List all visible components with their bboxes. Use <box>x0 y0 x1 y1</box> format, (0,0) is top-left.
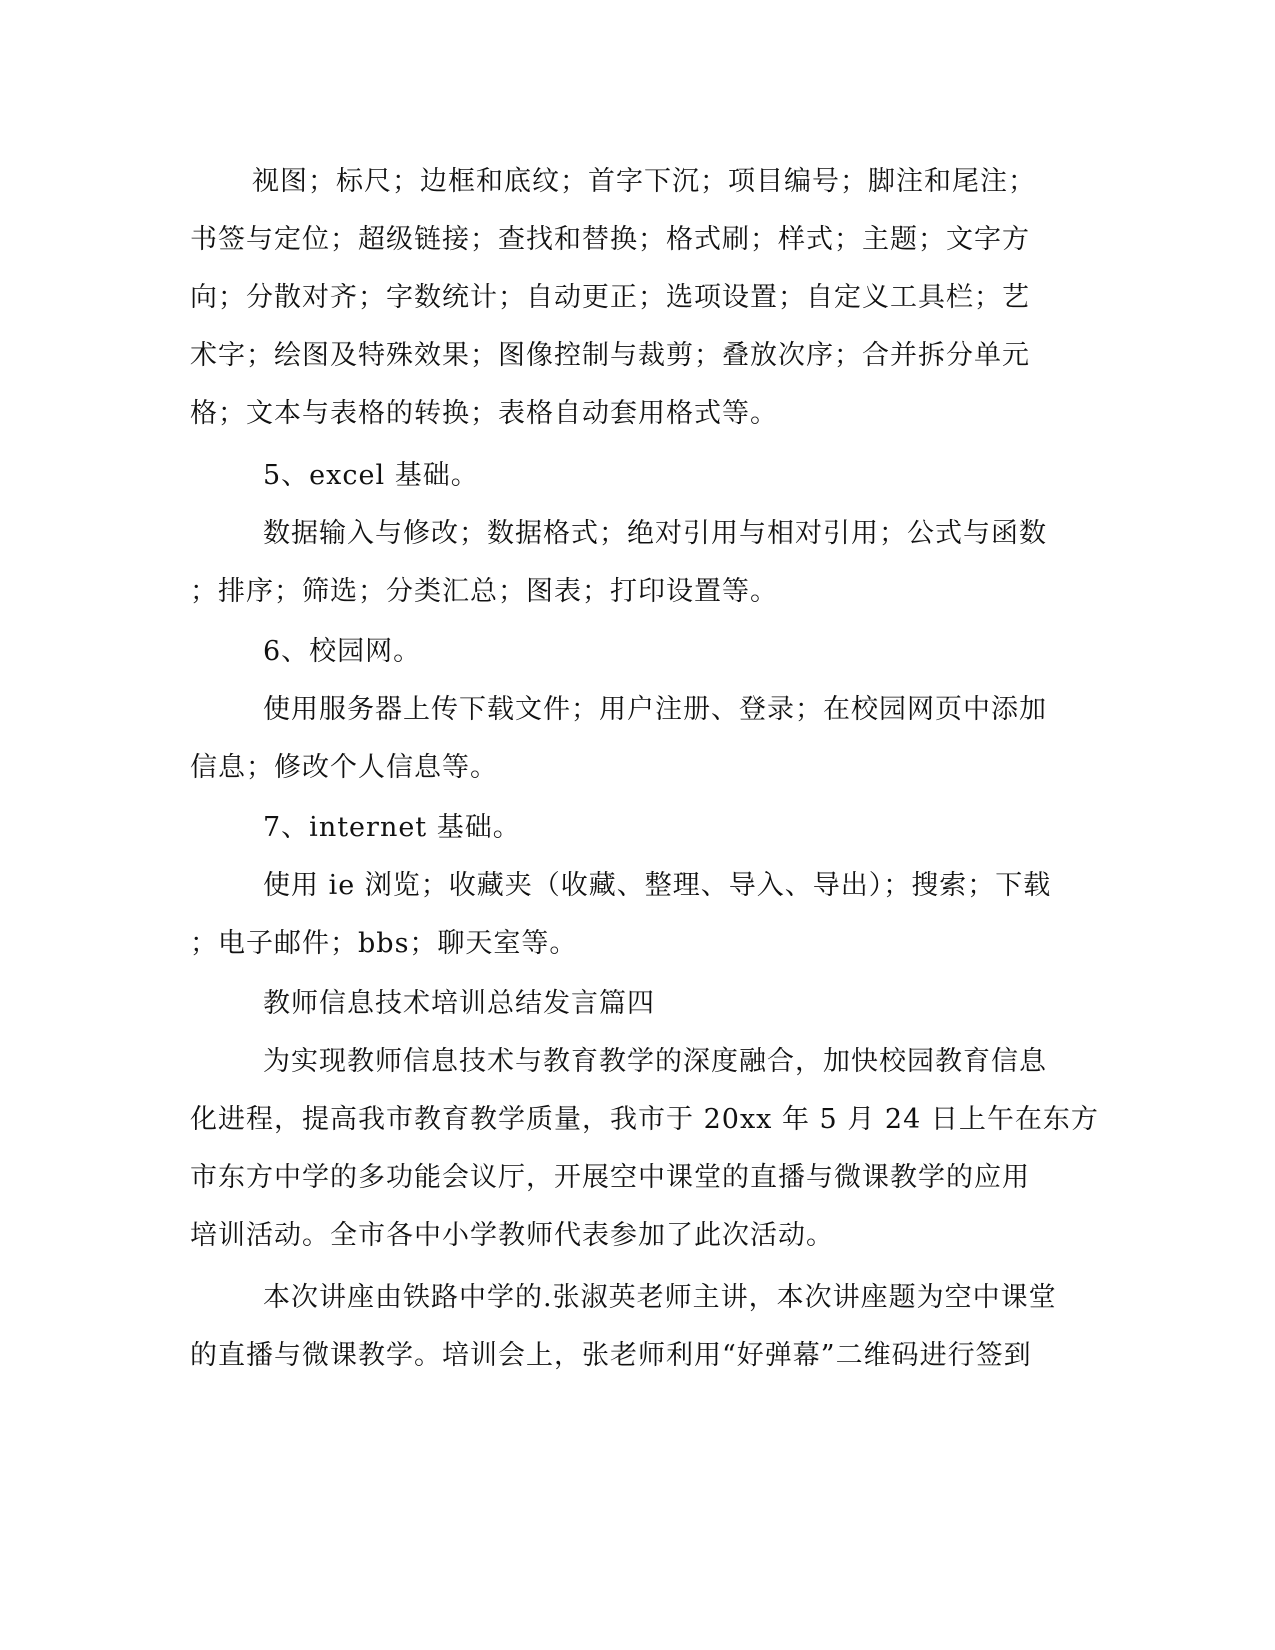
text-line: 的直播与微课教学。培训会上，张老师利用“好弹幕”二维码进行签到 <box>190 1340 1032 1371</box>
text-line: 视图；标尺；边框和底纹；首字下沉；项目编号；脚注和尾注； <box>252 166 1036 197</box>
text-line: 培训活动。全市各中小学教师代表参加了此次活动。 <box>190 1220 834 1251</box>
text-line: 信息；修改个人信息等。 <box>190 752 498 783</box>
text-line: 数据输入与修改；数据格式；绝对引用与相对引用；公式与函数 <box>263 518 1047 549</box>
text-line: 本次讲座由铁路中学的.张淑英老师主讲，本次讲座题为空中课堂 <box>263 1282 1057 1313</box>
text-line: 化进程，提高我市教育教学质量，我市于 20xx 年 5 月 24 日上午在东方 <box>190 1104 1099 1135</box>
text-line: 市东方中学的多功能会议厅，开展空中课堂的直播与微课教学的应用 <box>190 1162 1030 1193</box>
text-line: 书签与定位；超级链接；查找和替换；格式刷；样式；主题；文字方 <box>190 224 1030 255</box>
text-line: 为实现教师信息技术与教育教学的深度融合，加快校园教育信息 <box>263 1046 1047 1077</box>
text-line: ；排序；筛选；分类汇总；图表；打印设置等。 <box>190 576 778 607</box>
section-heading: 5、excel 基础。 <box>263 460 479 491</box>
text-line: 向；分散对齐；字数统计；自动更正；选项设置；自定义工具栏；艺 <box>190 282 1030 313</box>
text-line: 使用服务器上传下载文件；用户注册、登录；在校园网页中添加 <box>263 694 1047 725</box>
text-line: ；电子邮件；bbs；聊天室等。 <box>190 928 578 959</box>
section-heading: 7、internet 基础。 <box>263 812 521 843</box>
text-line: 格；文本与表格的转换；表格自动套用格式等。 <box>190 398 778 429</box>
text-line: 使用 ie 浏览；收藏夹（收藏、整理、导入、导出）；搜索；下载 <box>263 870 1052 901</box>
text-line: 术字；绘图及特殊效果；图像控制与裁剪；叠放次序；合并拆分单元 <box>190 340 1030 371</box>
section-heading: 6、校园网。 <box>263 636 422 667</box>
section-title: 教师信息技术培训总结发言篇四 <box>263 988 655 1019</box>
